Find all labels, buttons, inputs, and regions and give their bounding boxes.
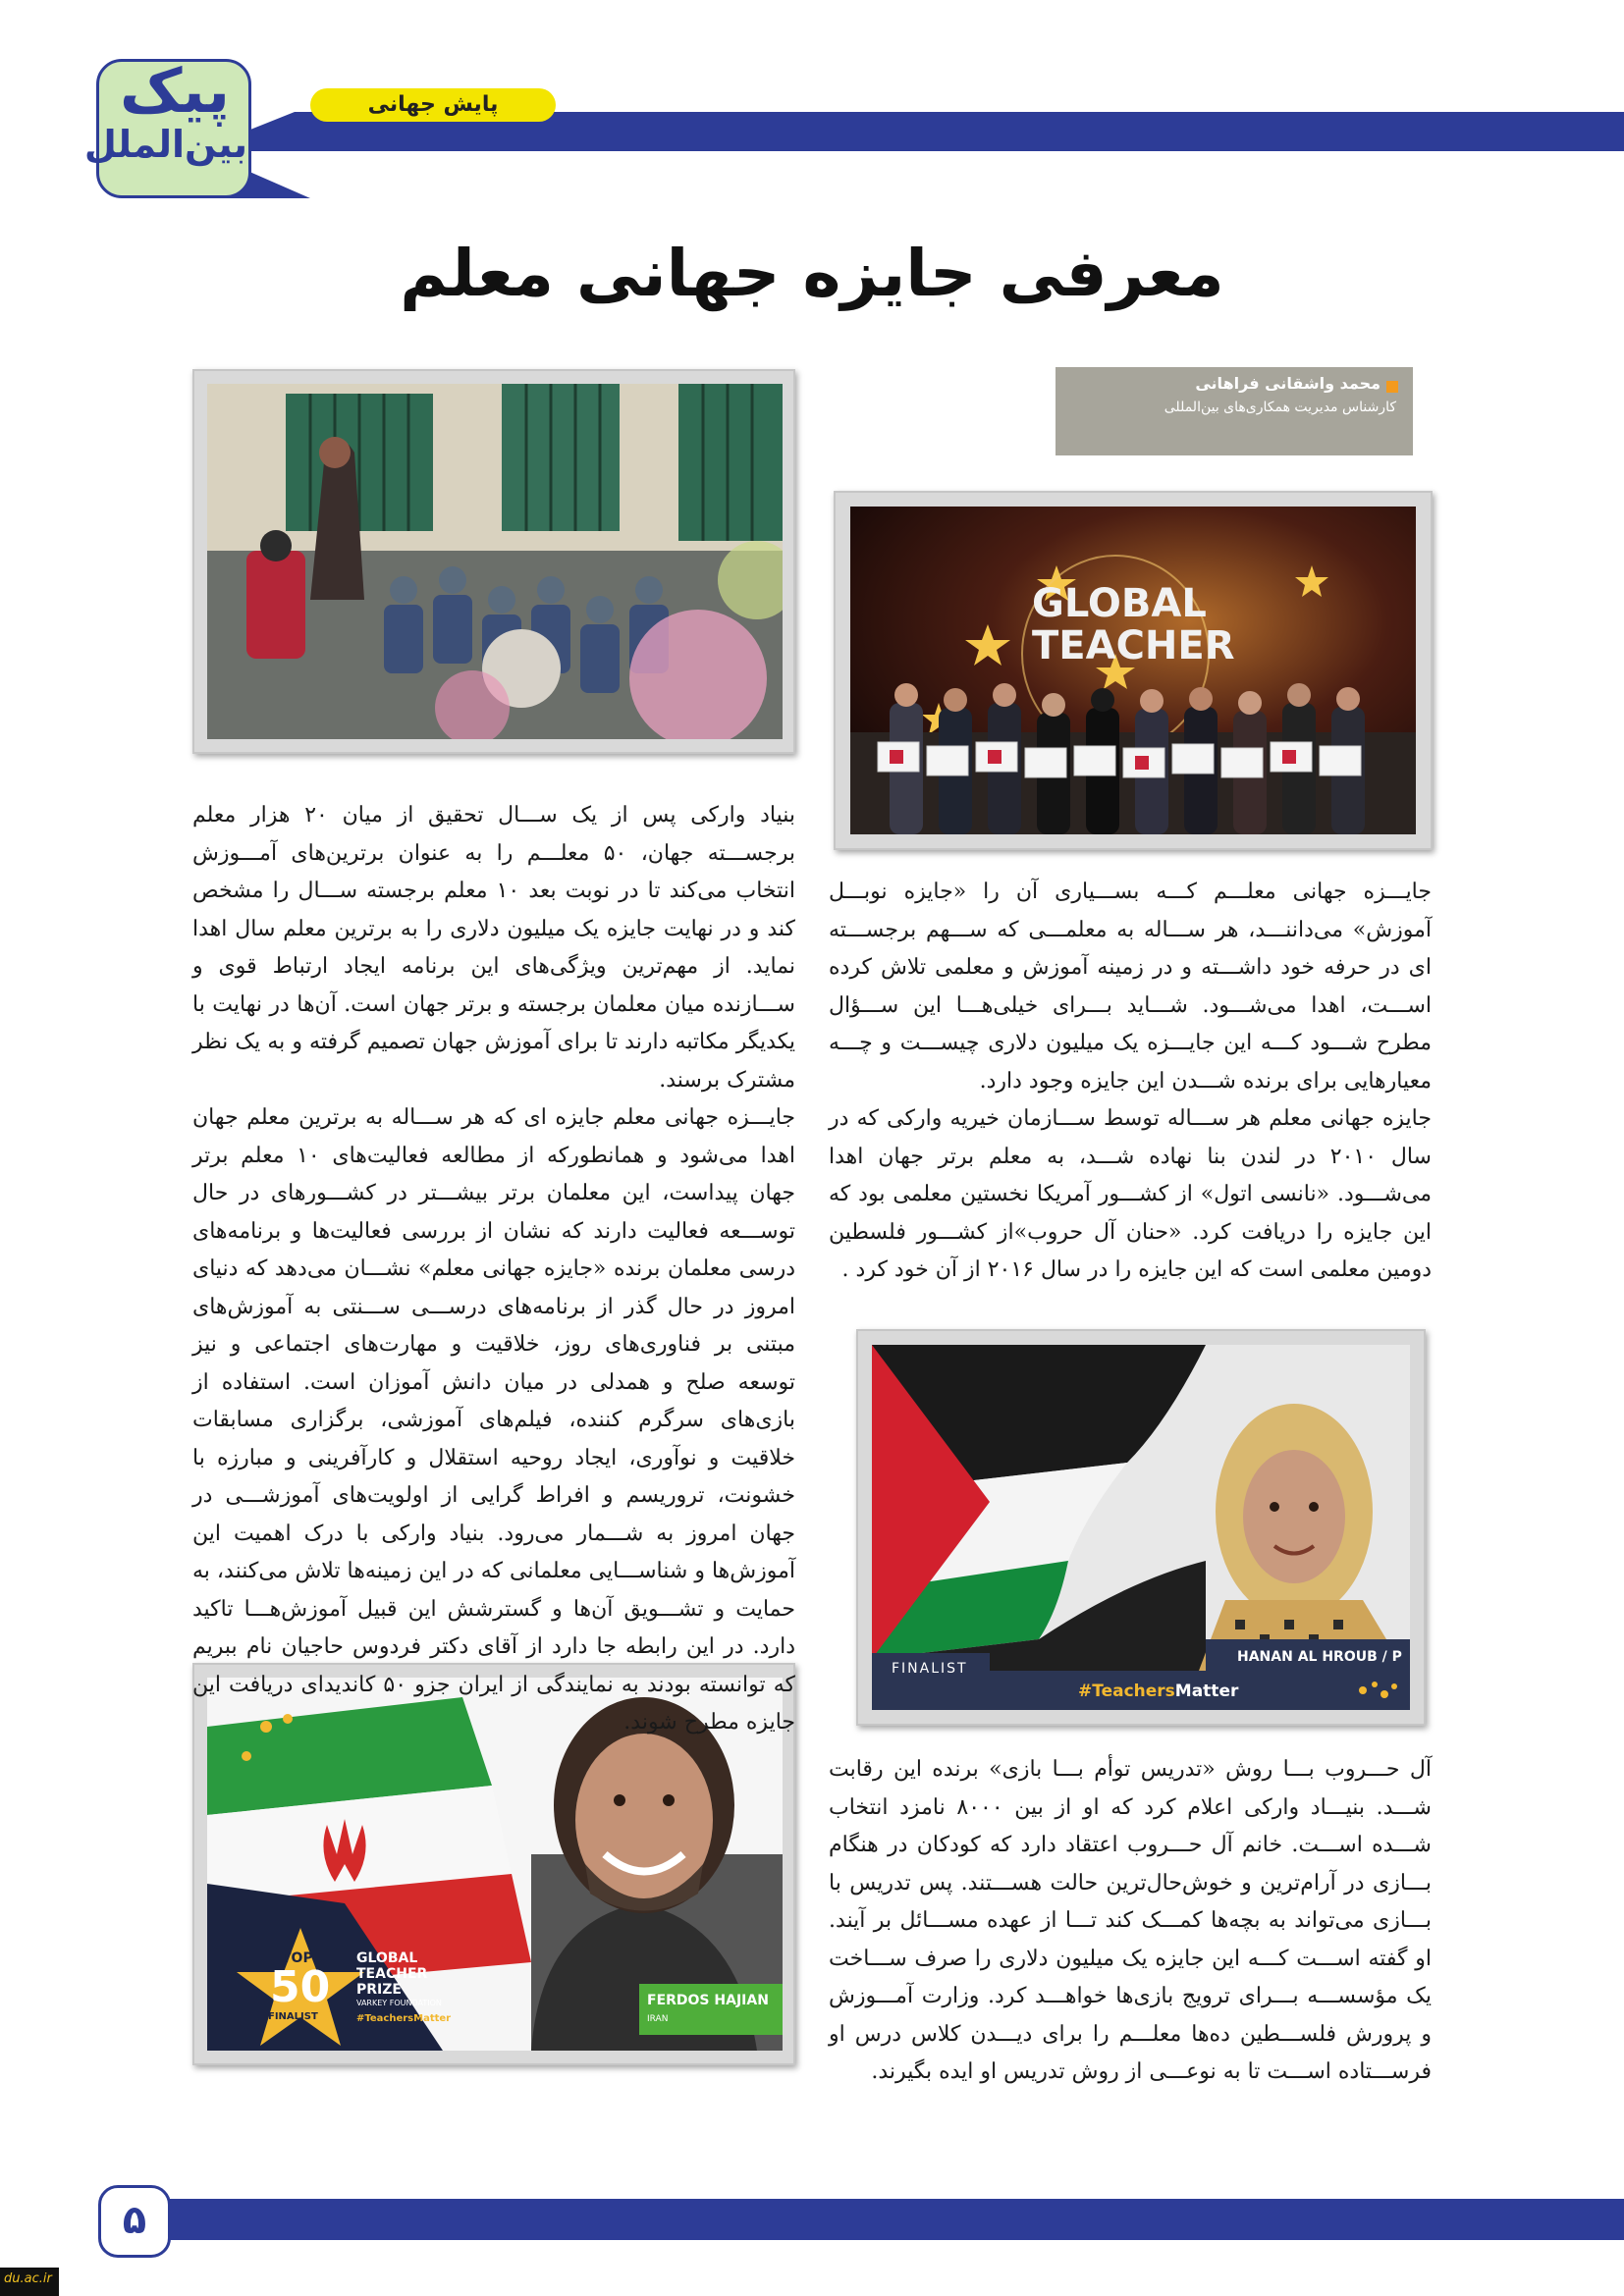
left-paragraph-1: بنیاد وارکی پس از یک ســـال تحقیق از میان ۲۰ هزار معلم برجســـته جهان، ۵۰ معلـــم را به عنوان برترین‌های آمـــوزش انتخاب می‌کند تا در نوبت بعد ۱۰ معلم برجسته ســـال را مشخص کند و در نهایت جایزه یک میلیون دلاری را به برترین معلم سال اهدا نماید. از مهم‌ترین ویژگی‌های این برنامه ایجاد ارتباط قوی و ســـازنده میان معلمان برجسته و برتر جهان است. آن‌ها در نهایت با یکدیگر مکاتبه دارند تا برای آموزش جهان تصمیم گرفته و به یک نظر مشترک برسند. [192, 803, 795, 1093]
footer-band [162, 2199, 1624, 2240]
section-label: پایش جهانی [310, 88, 556, 122]
ferdos-prize-line3: PRIZE [356, 1982, 402, 1998]
page-number: ۵ [98, 2185, 171, 2258]
logo-line2: بین‌الملل [83, 123, 247, 166]
ferdos-top-number: 50 [270, 1962, 331, 2012]
author-name: محمد واشقانی فراهانی [1195, 374, 1380, 393]
ceremony-sign-line1: GLOBAL [1032, 581, 1207, 626]
hanan-photo [872, 1345, 1410, 1710]
ferdos-finalist: FINALIST [268, 2011, 318, 2022]
ferdos-name-caption: FERDOS HAJIAN [647, 1993, 769, 2008]
ceremony-sign-line2: TEACHER [1032, 623, 1235, 668]
hanan-hashtag-prefix: #Teachers [1078, 1682, 1175, 1701]
classroom-photo [207, 384, 783, 739]
author-role: کارشناس مدیریت همکاری‌های بین‌المللی [1164, 400, 1396, 415]
ferdos-top-label: TOP [282, 1950, 313, 1966]
right-paragraph-2: جایزه جهانی معلم هر ســـاله توسط ســـازمان خیریه وارکی که در سال ۲۰۱۰ در لندن بنا نهاده شـــد، به معلم برتر جهان اهدا می‌شـــود. «نانسی اتول» از کشـــور آمریکا نخستین معلمی بود که این جایزه را دریافت کرد. «حنان آل حروب»از کشـــور فلسطین دومین معلمی است که این جایزه را در سال ۲۰۱۶ از آن خود کرد . [829, 1106, 1432, 1282]
ceremony-photo [850, 507, 1416, 834]
hanan-finalist-badge: FINALIST [892, 1661, 968, 1677]
right-paragraph-1: جایـــزه جهانی معلـــم کـــه بســـیاری آن را «جایزه نوبـــل آموزش» می‌داننـــد، هر ســـاله به معلمـــی که ســـهم برجســـته ای در حرفه خود داشـــته و در زمینه آموزش و معلمی تلاش کرده اســـت، اهدا می‌شـــود. شـــاید بـــرای خیلی‌هـــا این ســـؤال مطرح شـــود کـــه این جایـــزه یک میلیون دلاری چیســـت و چـــه معیارهایی برای برنده شـــدن این جایزه وجود دارد. [829, 880, 1432, 1094]
right-paragraph-3: آل حـــروب بـــا روش «تدریس توأم بـــا بازی» برنده این رقابت شـــد. بنیـــاد وارکی اعلام کرد که او از بین ۸۰۰۰ نامزد انتخاب شـــده اســـت. خانم آل حـــروب اعتقاد دارد که کودکان در هنگام بـــازی در آرام‌ترین و خوش‌حال‌ترین حالت هســـتند. پس تدریس با بـــازی می‌تواند به بچه‌ها کمـــک کند تـــا از عهده مســـائل بر آیند. او گفته اســـت کـــه این جایزه یک میلیون دلاری را صرف ســـاخت یک مؤسســـه بـــرای ترویج بازی‌ها خواهـــد کرد. وزارت آمـــوزش و پرورش فلســـطین ده‌ها معلـــم را برای دیـــدن کلاس درس او فرســـتاده اســـت تا به نوعـــی از روش تدریس او ایده بگیرند. [829, 1757, 1432, 2084]
ferdos-country: IRAN [647, 2014, 669, 2024]
ferdos-hashtag: #TeachersMatter [356, 2013, 452, 2024]
ferdos-prize-line1: GLOBAL [356, 1950, 418, 1966]
classroom-photo-art [207, 384, 783, 739]
right-column-top [829, 874, 1432, 1290]
right-column-bottom [829, 1751, 1432, 2092]
left-paragraph-2: جایـــزه جهانی معلم جایزه ای که هر ســـاله به برترین معلم جهان اهدا می‌شود و همانطورکه از مطالعه فعالیت‌های ۱۰ معلم برتر جهان پیداست، این معلمان برتر بیشـــتر در کشـــورهای در حال توســـعه فعالیت دارند که نشان از بررسی فعالیت‌ها و برنامه‌های درسی معلمان برنده «جایزه جهانی معلم» نشـــان می‌دهد که دنیای امروز در حال گذر از برنامه‌های درســـی ســـنتی به آموزش‌های مبتنی بر فناوری‌های روز، خلاقیت و مهارت‌های اجتماعی و نیز توسعه صلح و همدلی در میان دانش آموزان است. استفاده از بازی‌های سرگرم کننده، فیلم‌های آموزشی، برگزاری مسابقات خلاقیت و نوآوری، ایجاد روحیه استقلال و کارآفرینی و مبارزه با خشونت، تروریسم و افراط گرایی از اولویت‌های آموزشـــی در جهان امروز به شـــمار می‌رود. بنیاد وارکی با درک اهمیت این آموزش‌ها و شناســـایی معلمانی که در این زمینه‌ها تلاش می‌کنند، به حمایت و تشـــویق آن‌ها و گسترشش این قبیل آموزش‌هـــا تاکید دارد. در این رابطه جا دارد از آقای دکتر فردوس حاجیان نام ببریم که توانسته بودند به نمایندگی از ایران جزو ۵۰ کاندیدای دریافت این جایزه مطرح شوند. [192, 1105, 795, 1735]
left-column [192, 797, 795, 1742]
hanan-hashtag-suffix: Matter [1174, 1682, 1239, 1701]
author-bullet-icon [1386, 381, 1398, 393]
ferdos-foundation: VARKEY FOUNDATION [356, 1999, 442, 2007]
page-title: معرفی جایزه جهانی معلم [400, 236, 1224, 311]
svg-text:#TeachersMatter [1078, 1682, 1239, 1701]
hanan-name-caption: HANAN AL HROUB / P [1237, 1649, 1402, 1665]
ferdos-prize-line2: TEACHER [356, 1966, 428, 1982]
hanan-photo-art [872, 1345, 1410, 1710]
logo-line1: پیک [119, 55, 231, 127]
corner-watermark-text: du.ac.ir [4, 2271, 52, 2286]
ceremony-photo-art [850, 507, 1416, 834]
